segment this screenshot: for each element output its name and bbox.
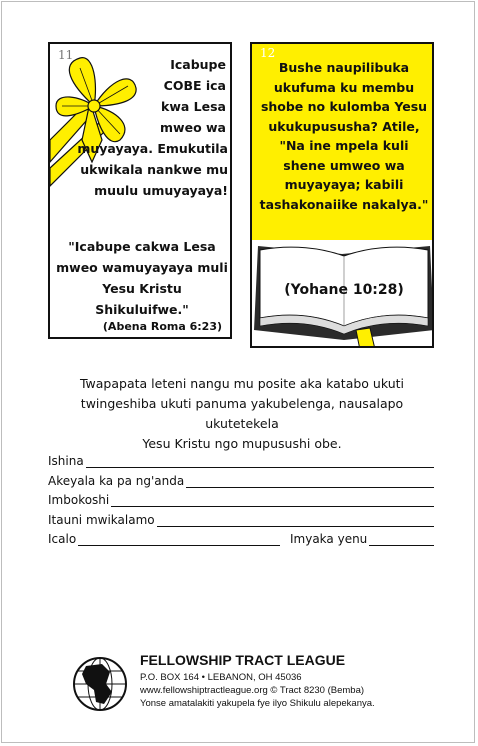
text-line: COBE ica	[163, 78, 226, 93]
text-line: kwa Lesa	[161, 99, 226, 114]
text-line: ukukupususha? Atile,	[268, 118, 420, 134]
panel-11-text-wide	[56, 138, 228, 201]
intro-line: Twapapata leteni nangu mu posite aka katabo ukuti	[79, 376, 405, 391]
text-line: Bushe naupilibuka	[278, 60, 410, 75]
text-line: shene umweo wa	[283, 157, 405, 173]
age-field[interactable]	[290, 532, 434, 546]
globe-logo-icon	[72, 656, 128, 712]
quote-line: "Icabupe cakwa Lesa	[68, 239, 216, 254]
panel-number: 12	[260, 46, 276, 60]
name-field[interactable]	[48, 454, 434, 468]
postal-address: P.O. BOX 164 • LEBANON, OH 45036	[140, 672, 302, 683]
age-line[interactable]	[369, 532, 434, 546]
address-field[interactable]	[48, 474, 434, 488]
text-line: Icabupe	[170, 57, 226, 72]
address-label: Akeyala ka pa ng'anda	[48, 474, 185, 488]
intro-line: Yesu Kristu ngo mupusushi obe.	[142, 436, 342, 451]
text-line: shobe no kulomba Yesu	[260, 99, 428, 114]
organization-name: FELLOWSHIP TRACT LEAGUE	[140, 652, 346, 668]
box-field[interactable]	[48, 493, 434, 507]
footer-note: Yonse amatalakiti yakupela fye ilyo Shikulu alepekanya.	[140, 698, 375, 709]
box-label: Imbokoshi	[48, 493, 110, 507]
panel-11	[48, 42, 232, 339]
name-label: Ishina	[48, 454, 84, 468]
text-line: ukufuma ku membu	[273, 79, 415, 95]
intro-line: twingeshiba ukuti panuma yakubelenga, nausalapo ukutetekela	[80, 396, 404, 431]
publisher-footer	[72, 652, 432, 714]
text-line: tashakonaiike nakalya."	[259, 196, 429, 212]
intro-paragraph	[62, 374, 422, 454]
town-field[interactable]	[48, 513, 434, 527]
tract-page	[1, 1, 475, 743]
panel-11-text	[120, 54, 226, 138]
text-line: "Na ine mpela kuli	[279, 138, 409, 153]
text-line: muyayaya; kabili	[284, 177, 404, 192]
town-line[interactable]	[157, 513, 434, 527]
name-line[interactable]	[86, 454, 434, 468]
text-line: mweo wa	[160, 120, 226, 135]
country-field[interactable]	[48, 532, 280, 546]
country-label: Icalo	[48, 532, 77, 546]
text-line: muyayaya. Emukutila	[77, 141, 228, 156]
address-line[interactable]	[186, 474, 434, 488]
box-line[interactable]	[111, 493, 434, 507]
quote-line: Shikuluifwe."	[95, 302, 189, 317]
panel-11-quote	[56, 236, 228, 320]
panel-12	[250, 42, 434, 348]
text-line: muulu umuyayaya!	[94, 183, 228, 198]
scripture-reference: (Abena Roma 6:23)	[102, 320, 222, 333]
panel-number: 11	[58, 48, 74, 62]
country-line[interactable]	[78, 532, 280, 546]
quote-line: Yesu Kristu	[102, 281, 182, 296]
scripture-reference: (Yohane 10:28)	[284, 282, 404, 298]
town-label: Itauni mwikalamo	[48, 513, 155, 527]
text-line: ukwikala nankwe mu	[80, 162, 228, 177]
panel-12-text	[258, 58, 430, 214]
age-label: Imyaka yenu	[290, 532, 368, 546]
website-line: www.fellowshiptractleague.org © Tract 8230 (Bemba)	[140, 685, 365, 696]
quote-line: mweo wamuyayaya muli	[56, 260, 228, 275]
